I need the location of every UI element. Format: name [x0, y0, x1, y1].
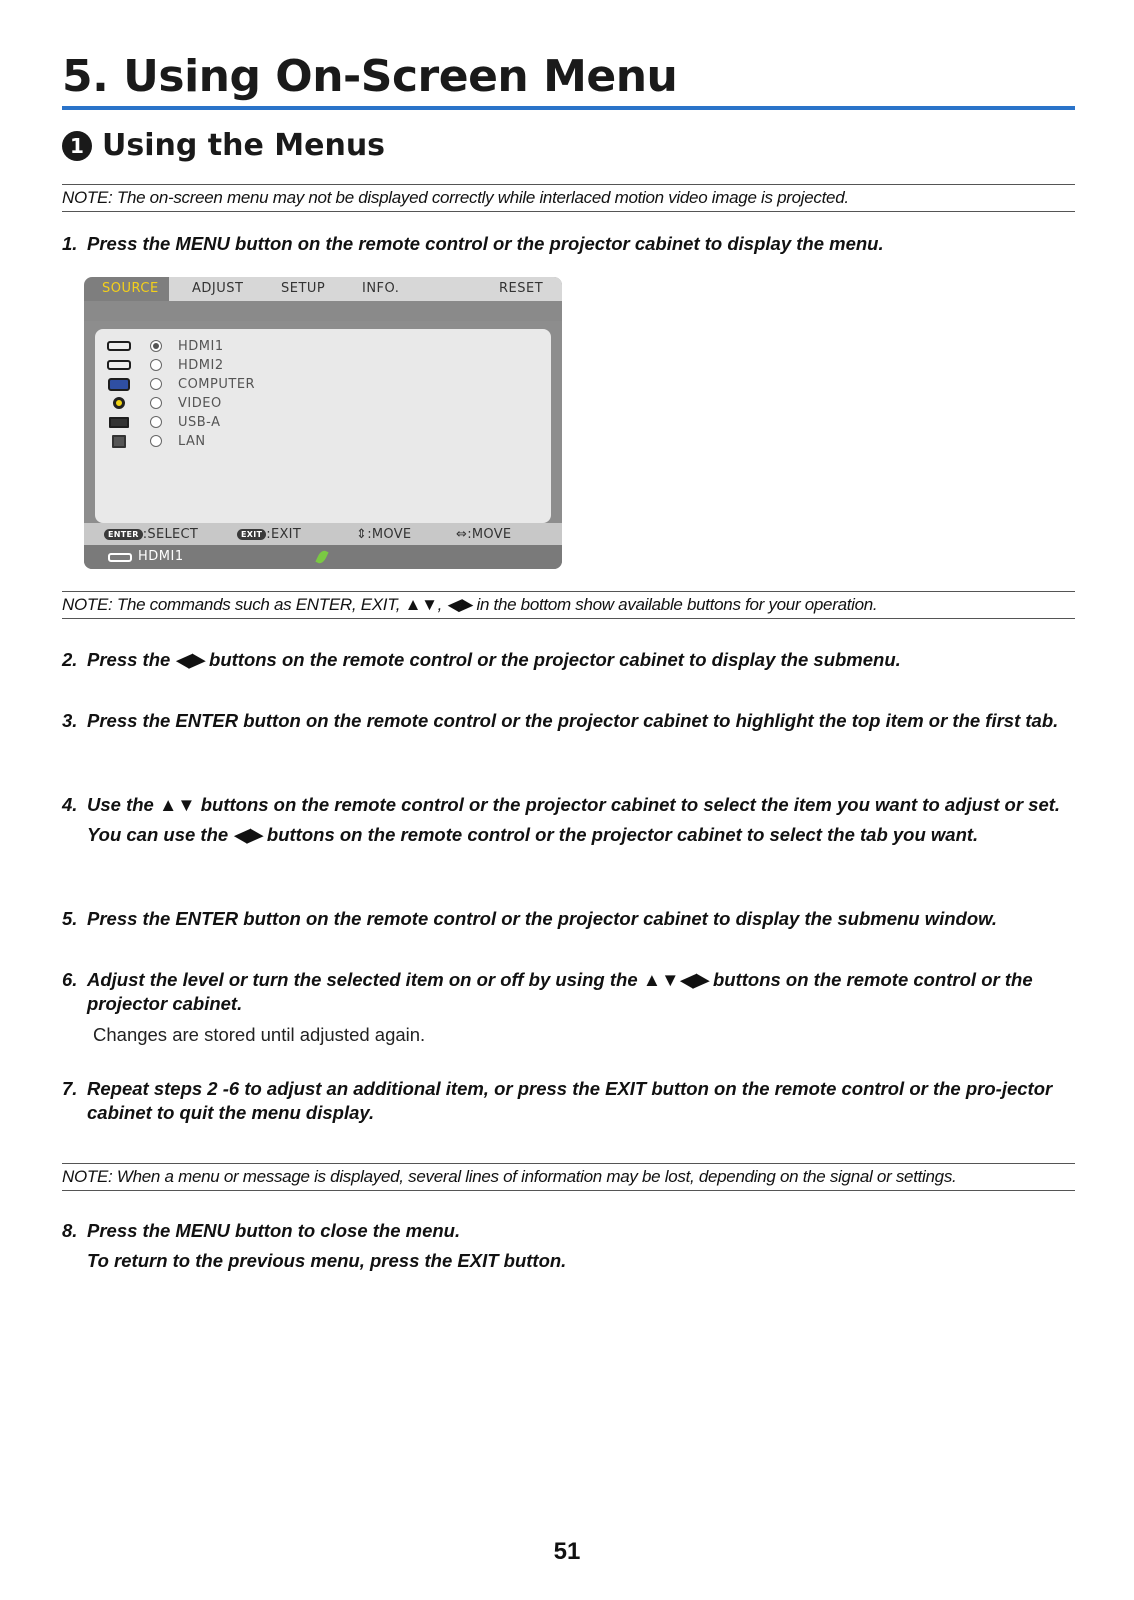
- hint-move-horizontal: ⇔:MOVE: [456, 527, 512, 542]
- radio-unselected[interactable]: [150, 416, 162, 428]
- hint-move-vertical: ⇕:MOVE: [356, 527, 412, 542]
- step-text: Adjust the level or turn the selected item on or off by using the ▲▼◀▶ buttons on the remote control or the projector cabinet.: [87, 969, 1033, 1014]
- step-4: [62, 793, 1075, 847]
- source-item-usb-a[interactable]: [95, 413, 551, 432]
- section-heading: [62, 126, 385, 166]
- hdmi-icon: [107, 341, 131, 351]
- hint-select-label: :SELECT: [142, 527, 199, 542]
- current-source-label: HDMI1: [138, 549, 184, 564]
- step-7: [62, 1077, 1075, 1125]
- eco-leaf-icon: [315, 549, 328, 565]
- source-label: COMPUTER: [178, 377, 256, 392]
- note-lines-lost: NOTE: When a menu or message is displayed, several lines of information may be lost, depending on the signal or settings.: [62, 1163, 1075, 1191]
- hint-select: [104, 527, 198, 543]
- step-6: [62, 968, 1075, 1016]
- step-1: [62, 232, 1075, 256]
- section-title: Using the Menus: [102, 128, 386, 163]
- video-icon: [113, 397, 125, 409]
- step-number: 7.: [62, 1078, 78, 1099]
- enter-key-icon: ENTER: [104, 529, 143, 540]
- step-number: 5.: [62, 908, 78, 929]
- step-number: 6.: [62, 969, 78, 990]
- step-5: [62, 907, 1075, 931]
- vga-icon: [108, 378, 130, 391]
- menu-tab-bar: [84, 277, 562, 301]
- section-number-badge: 1: [62, 131, 92, 161]
- tab-info[interactable]: INFO.: [362, 281, 400, 296]
- step-text: Press the MENU button on the remote control or the projector cabinet to display the menu.: [87, 233, 884, 254]
- source-list-panel: [95, 329, 551, 523]
- hdmi-icon: [108, 553, 132, 562]
- step-number: 4.: [62, 794, 78, 815]
- hdmi-icon: [107, 360, 131, 370]
- hint-exit: [237, 527, 301, 543]
- source-item-hdmi1[interactable]: [95, 337, 551, 356]
- title-rule: [62, 106, 1075, 110]
- tab-source[interactable]: SOURCE: [84, 277, 169, 301]
- step-2: [62, 648, 1075, 672]
- step-text: Use the ▲▼ buttons on the remote control or the projector cabinet to select the item you want to adjust or set.: [87, 794, 1061, 815]
- radio-selected[interactable]: [150, 340, 162, 352]
- source-item-lan[interactable]: [95, 432, 551, 451]
- step-number: 8.: [62, 1220, 78, 1241]
- step-text: Press the ◀▶ buttons on the remote control or the projector cabinet to display the submenu.: [87, 649, 901, 670]
- radio-unselected[interactable]: [150, 435, 162, 447]
- source-label: VIDEO: [178, 396, 222, 411]
- exit-key-icon: EXIT: [237, 529, 266, 540]
- page-title: 5. Using On-Screen Menu: [62, 51, 678, 102]
- menu-status-bar: [84, 545, 562, 569]
- step-text: Press the MENU button to close the menu.: [87, 1220, 461, 1241]
- step-text: Repeat steps 2 -6 to adjust an additional item, or press the EXIT button on the remote control or the pro-jector cabinet to quit the menu display.: [87, 1078, 1053, 1123]
- note-commands: NOTE: The commands such as ENTER, EXIT, ▲▼, ◀▶ in the bottom show available buttons for your operation.: [62, 591, 1075, 619]
- radio-unselected[interactable]: [150, 378, 162, 390]
- lan-icon: [112, 435, 126, 448]
- tab-setup[interactable]: SETUP: [281, 281, 326, 296]
- step-8: [62, 1219, 1075, 1273]
- step-6-note: Changes are stored until adjusted again.: [93, 1024, 426, 1045]
- hint-exit-label: :EXIT: [266, 527, 302, 542]
- radio-unselected[interactable]: [150, 397, 162, 409]
- source-item-hdmi2[interactable]: [95, 356, 551, 375]
- step-text: Press the ENTER button on the remote control or the projector cabinet to highlight the top item or the first tab.: [87, 710, 1059, 731]
- menu-help-bar: [84, 523, 562, 545]
- radio-unselected[interactable]: [150, 359, 162, 371]
- step-number: 1.: [62, 233, 78, 254]
- source-item-video[interactable]: [95, 394, 551, 413]
- source-label: LAN: [178, 434, 206, 449]
- on-screen-menu-illustration: [84, 277, 562, 569]
- step-number: 2.: [62, 649, 78, 670]
- step-number: 3.: [62, 710, 78, 731]
- source-label: HDMI2: [178, 358, 224, 373]
- step-subtext: You can use the ◀▶ buttons on the remote control or the projector cabinet to select the tab you want.: [87, 824, 979, 845]
- step-3: [62, 709, 1075, 733]
- tab-reset[interactable]: RESET: [499, 281, 544, 296]
- usb-icon: [109, 417, 129, 428]
- page-number: 51: [553, 1538, 581, 1565]
- step-text: Press the ENTER button on the remote control or the projector cabinet to display the submenu window.: [87, 908, 998, 929]
- source-label: USB-A: [178, 415, 221, 430]
- menu-subheader-strip: [84, 301, 562, 321]
- source-label: HDMI1: [178, 339, 224, 354]
- tab-adjust[interactable]: ADJUST: [192, 281, 244, 296]
- source-item-computer[interactable]: [95, 375, 551, 394]
- step-subtext: To return to the previous menu, press the EXIT button.: [87, 1250, 567, 1271]
- note-interlaced: NOTE: The on-screen menu may not be displayed correctly while interlaced motion video image is projected.: [62, 184, 1075, 212]
